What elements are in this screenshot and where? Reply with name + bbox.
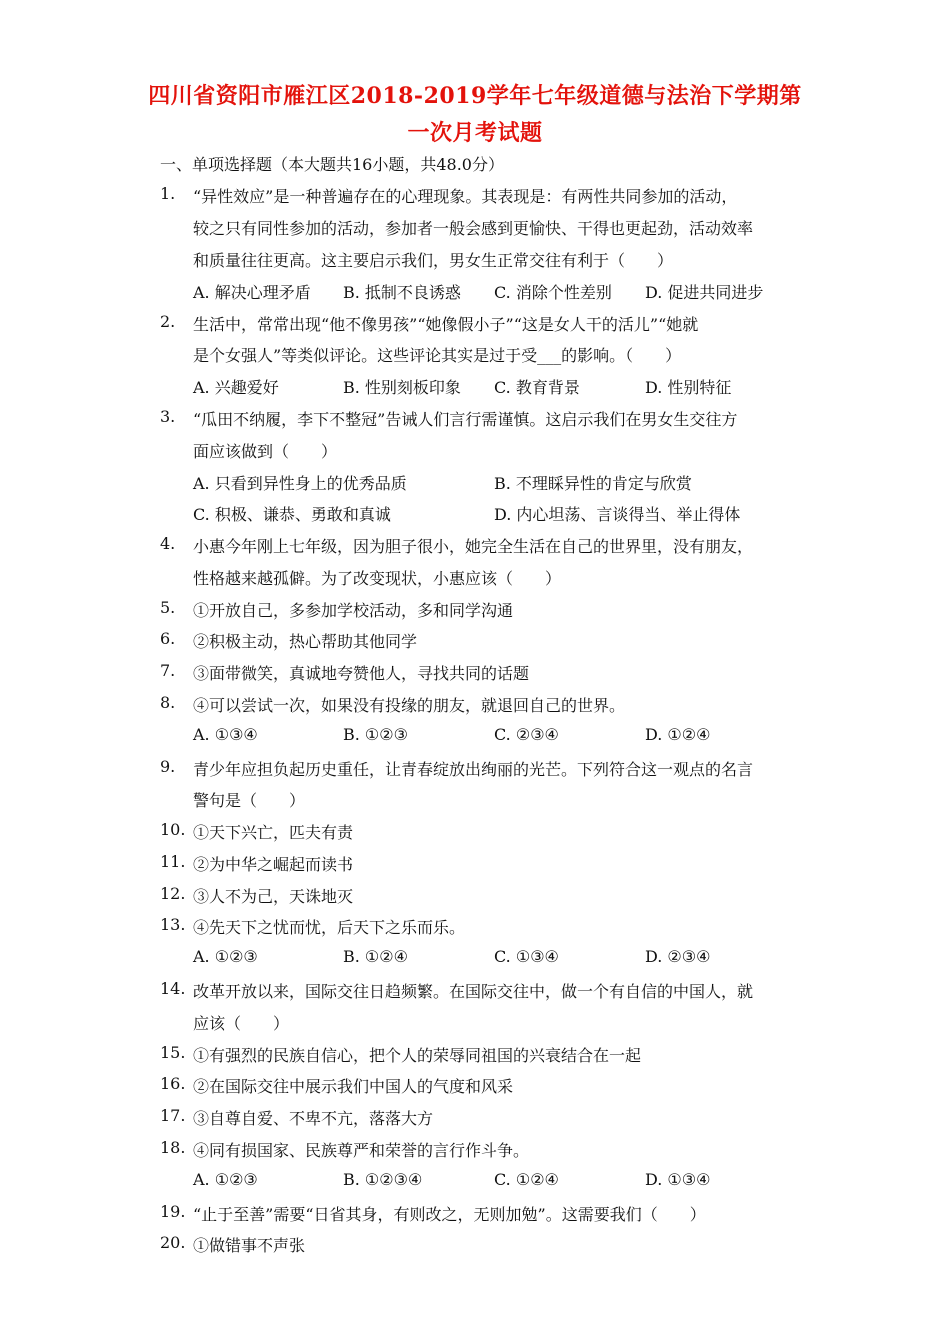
option-a: A. ①②③ (193, 947, 258, 966)
section-heading: 一、单项选择题（本大题共16小题，共48.0分） (160, 155, 504, 174)
question-number: 15. (160, 1043, 186, 1062)
question-text: 改革开放以来，国际交往日趋频繁。在国际交往中，做一个有自信的中国人，就 (193, 982, 754, 1001)
option-c: C. ②③④ (494, 725, 559, 744)
option-c: C. ①②④ (494, 1170, 559, 1189)
question-number: 14. (160, 979, 186, 998)
question-text: ②为中华之崛起而读书 (193, 855, 354, 874)
question-number: 2. (160, 312, 176, 331)
question-number: 7. (160, 661, 176, 680)
option-b: B. ①②③④ (343, 1170, 423, 1189)
question-text: 和质量往往更高。这主要启示我们，男女生正常交往有利于（ ） (193, 251, 674, 270)
question-text: ①做错事不声张 (193, 1236, 306, 1255)
option-d: D. 性别特征 (645, 378, 732, 397)
option-b: B. ①②③ (343, 725, 408, 744)
question-text: ①有强烈的民族自信心，把个人的荣辱同祖国的兴衰结合在一起 (193, 1046, 642, 1065)
question-number: 3. (160, 407, 176, 426)
question-text: ④同有损国家、民族尊严和荣誉的言行作斗争。 (193, 1141, 530, 1160)
question-text: 较之只有同性参加的活动，参加者一般会感到更愉快、干得也更起劲，活动效率 (193, 219, 754, 238)
question-text: “瓜田不纳履，李下不整冠”告诫人们言行需谨慎。这启示我们在男女生交往方 (193, 410, 738, 429)
question-text: “止于至善”需要“日省其身，有则改之，无则加勉”。这需要我们（ ） (193, 1205, 706, 1224)
option-b: B. ①②④ (343, 947, 408, 966)
option-a: A. 只看到异性身上的优秀品质 (193, 474, 407, 493)
question-text: ①天下兴亡，匹夫有责 (193, 823, 354, 842)
question-number: 6. (160, 629, 176, 648)
question-number: 19. (160, 1202, 186, 1221)
question-number: 4. (160, 534, 176, 553)
question-text: 警句是（ ） (193, 791, 306, 810)
option-b: B. 不理睬异性的肯定与欣赏 (494, 474, 692, 493)
option-d: D. ①③④ (645, 1170, 711, 1189)
question-text: 应该（ ） (193, 1014, 290, 1033)
question-text: 青少年应担负起历史重任，让青春绽放出绚丽的光芒。下列符合这一观点的名言 (193, 760, 754, 779)
question-text: ③面带微笑，真诚地夸赞他人，寻找共同的话题 (193, 664, 530, 683)
option-a: A. 解决心理矛盾 (193, 283, 311, 302)
question-text: ④先天下之忧而忧，后天下之乐而乐。 (193, 918, 466, 937)
question-number: 20. (160, 1233, 186, 1252)
question-text: ③人不为己，天诛地灭 (193, 887, 354, 906)
question-number: 5. (160, 598, 176, 617)
question-number: 16. (160, 1074, 186, 1093)
question-number: 12. (160, 884, 186, 903)
question-number: 9. (160, 757, 176, 776)
question-text: ①开放自己，多参加学校活动，多和同学沟通 (193, 601, 514, 620)
option-d: D. 内心坦荡、言谈得当、举止得体 (494, 505, 741, 524)
option-c: C. 消除个性差别 (494, 283, 612, 302)
question-number: 13. (160, 915, 186, 934)
question-text: ②在国际交往中展示我们中国人的气度和风采 (193, 1077, 514, 1096)
question-number: 11. (160, 852, 186, 871)
question-number: 1. (160, 184, 176, 203)
option-c: C. 教育背景 (494, 378, 580, 397)
option-d: D. 促进共同进步 (645, 283, 764, 302)
question-number: 18. (160, 1138, 186, 1157)
option-b: B. 抵制不良诱惑 (343, 283, 461, 302)
option-a: A. ①③④ (193, 725, 258, 744)
question-number: 8. (160, 693, 176, 712)
question-text: 小惠今年刚上七年级，因为胆子很小，她完全生活在自己的世界里，没有朋友， (193, 537, 754, 556)
question-text: 性格越来越孤僻。为了改变现状，小惠应该（ ） (193, 569, 562, 588)
option-d: D. ①②④ (645, 725, 711, 744)
option-c: C. ①③④ (494, 947, 559, 966)
question-text: 面应该做到（ ） (193, 442, 338, 461)
option-d: D. ②③④ (645, 947, 711, 966)
question-text: “异性效应”是一种普遍存在的心理现象。其表现是：有两性共同参加的活动， (193, 187, 738, 206)
option-b: B. 性别刻板印象 (343, 378, 461, 397)
page-title-line2: 一次月考试题 (407, 120, 543, 146)
question-number: 10. (160, 820, 186, 839)
question-text: ③自尊自爱、不卑不亢，落落大方 (193, 1109, 434, 1128)
option-a: A. 兴趣爱好 (193, 378, 279, 397)
option-a: A. ①②③ (193, 1170, 258, 1189)
question-text: 生活中，常常出现“他不像男孩”“她像假小子”“这是女人干的活儿”“她就 (193, 315, 699, 334)
question-text: ②积极主动，热心帮助其他同学 (193, 632, 418, 651)
question-number: 17. (160, 1106, 186, 1125)
question-text: ④可以尝试一次，如果没有投缘的朋友，就退回自己的世界。 (193, 696, 626, 715)
question-text: 是个女强人”等类似评论。这些评论其实是过于受___的影响。（ ） (193, 346, 682, 365)
page-title-line1: 四川省资阳市雁江区2018-2019学年七年级道德与法治下学期第 (148, 83, 802, 109)
option-c: C. 积极、谦恭、勇敢和真诚 (193, 505, 391, 524)
